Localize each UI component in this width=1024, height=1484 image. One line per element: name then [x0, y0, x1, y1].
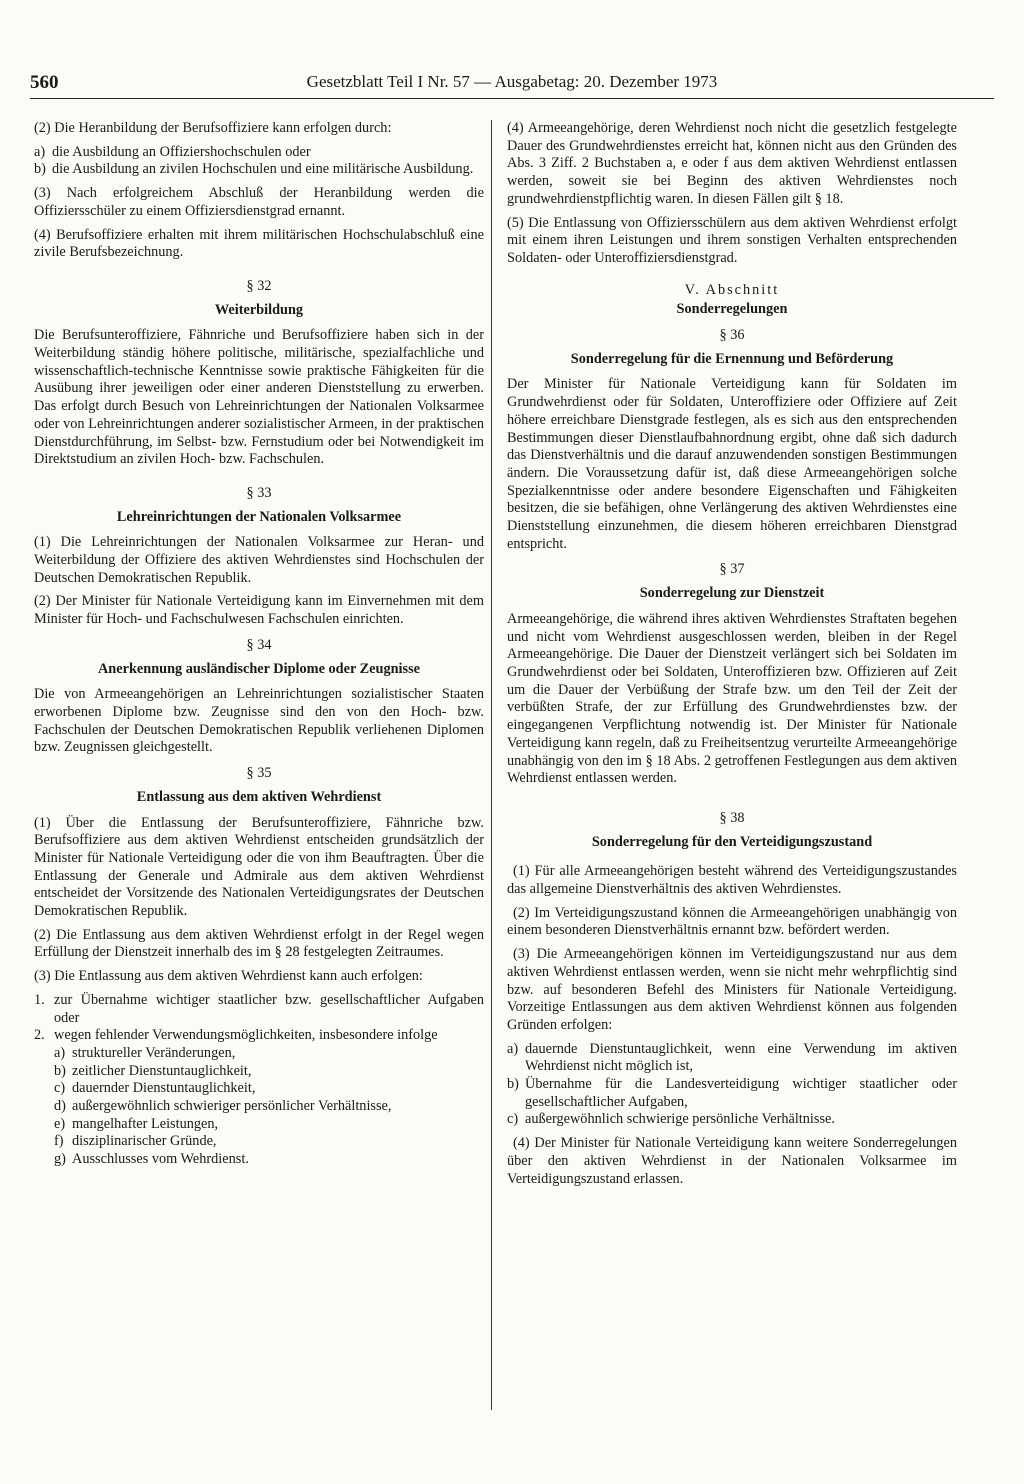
list-item: a) die Ausbildung an Offiziershochschulen oder [34, 143, 311, 160]
list [507, 1041, 957, 1130]
paragraph: (1) Für alle Armeeangehörigen besteht während des Verteidigungszustandes das allgemeine Dienstverhältnis des aktiven Wehrdienstes. [507, 863, 957, 898]
right-column [507, 120, 957, 1194]
paragraph: Der Minister für Nationale Verteidigung kann für Soldaten im Grundwehrdienst oder für Soldaten, Unteroffiziere oder Offiziere auf Zeit höhere erreichbare Dienstgrade festlegen, als es sich aus den entsprechenden Bestimmungen dieser Dienstlaufbahnordnung ergibt, ohne daß sich dadurch das Dienstverhältnis und die darauf anzuwendenden sonstigen Bestimmungen ändern. Die Voraussetzung dafür ist, daß diese Armeeangehörigen solche Spezialkenntnisse oder andere besondere Eigenschaften und Fähigkeiten besitzen, die sie befähigen, ohne Verlängerung des aktiven Wehrdienstes eine Dienststellung einzunehmen, die diesem höheren erreichbaren Dienstgrad entspricht. [507, 376, 957, 552]
list-item: c) außergewöhnlich schwierige persönliche Verhältnisse. [507, 1111, 835, 1128]
section-heading: Weiterbildung [214, 301, 304, 318]
paragraph: (3) Die Entlassung aus dem aktiven Wehrdienst kann auch erfolgen: [34, 968, 423, 985]
chapter-heading: Sonderregelungen [676, 301, 788, 318]
section-number: § 32 [246, 277, 272, 294]
section-number: § 37 [719, 561, 745, 578]
section-heading: Anerkennung ausländischer Diplome oder Zeugnisse [97, 660, 420, 677]
list-item: b) zeitlicher Dienstuntauglichkeit, [54, 1062, 252, 1079]
paragraph: (1) Die Lehreinrichtungen der Nationalen Volksarmee zur Heran- und Weiterbildung der Offiziere des aktiven Wehrdienstes sind Hochschulen der Deutschen Demokratischen Republik. [34, 534, 484, 586]
section-number: § 36 [719, 327, 745, 344]
paragraph: (4) Berufsoffiziere erhalten mit ihrem militärischen Hochschulabschluß eine zivile Berufsbezeichnung. [34, 226, 484, 261]
section-heading: Sonderregelung für den Verteidigungszustand [591, 833, 873, 850]
paragraph: Die Berufsunteroffiziere, Fähnriche und Berufsoffiziere haben sich in der Weiterbildung ständig höhere politische, militärische, spezialfachliche und wissenschaftlich-technische Kenntnisse sowie praktische Fähigkeiten für die Ausübung ihrer jeweiligen oder einer anderen Dienststellung zu erwerben. Das erfolgt durch Besuch von Lehreinrichtungen der Nationalen Volksarmee oder von Lehreinrichtungen anderer sozialistischer Armeen, in der praktischen Dienstdurchführung, im Selbst- bzw. Fernstudium oder bei Notwendigkeit im Direktstudium an zivilen Hoch- bzw. Fachschulen. [34, 327, 484, 468]
section-heading: Sonderregelung zur Dienstzeit [639, 585, 825, 602]
list-item: 2. wegen fehlender Verwendungsmöglichkeiten, insbesondere infolge [34, 1027, 438, 1044]
section-number: § 34 [246, 636, 272, 653]
list [34, 992, 484, 1169]
list-item: e) mangelhafter Leistungen, [54, 1115, 219, 1132]
gazette-title: Gesetzblatt Teil I Nr. 57 — Ausgabetag: 20. Dezember 1973 [306, 72, 718, 91]
list-item: b) die Ausbildung an zivilen Hochschulen und eine militärische Ausbildung. [34, 161, 474, 178]
list-item: c) dauernder Dienstuntauglichkeit, [54, 1080, 256, 1097]
paragraph: (3) Nach erfolgreichem Abschluß der Heranbildung werden die Offiziersschüler zu einem Offiziersdienstgrad ernannt. [34, 185, 484, 219]
list-item: f) disziplinarischer Gründe, [54, 1133, 217, 1150]
page-header [30, 72, 994, 99]
list-item: b) Übernahme für die Landesverteidigung wichtiger staatlicher oder gesellschaftlicher Aufgaben, [507, 1076, 957, 1110]
paragraph: (5) Die Entlassung von Offiziersschülern aus dem aktiven Wehrdienst erfolgt mit einem ihren Leistungen und ihrem sonstigen Verhalten entsprechenden Soldaten- oder Unteroffiziersdienstgrad. [507, 214, 957, 266]
paragraph: (2) Der Minister für Nationale Verteidigung kann im Einvernehmen mit dem Minister für Hoch- und Fachschulwesen Fachschulen einrichten. [34, 593, 484, 628]
paragraph: Armeeangehörige, die während ihres aktiven Wehrdienstes Straftaten begehen und nicht vom Wehrdienst ausgeschlossen werden, bleiben in der Regel Armeeangehörige. Die Dauer der Dienstzeit verlängert sich bei Soldaten im Grundwehrdienst oder bei Soldaten, Unteroffizieren bzw. Offizieren auf Zeit um die Dauer der Verbüßung der Strafe bzw. um den Teil der Zeit der verbüßten Strafe, der zur Erfüllung des Grundwehrdienstes bzw. der eingegangenen Verpflichtung notwendig ist. Der Minister für Nationale Verteidigung kann regeln, daß zu Freiheitsentzug verurteilte Armeeangehörige unabhängig von den im § 18 Abs. 2 getroffenen Festlegungen aus dem aktiven Wehrdienst entlassen werden. [507, 610, 957, 787]
paragraph: (2) Die Entlassung aus dem aktiven Wehrdienst erfolgt in der Regel wegen Erfüllung der Dienstzeit innerhalb des im § 28 festgelegten Zeitraumes. [34, 926, 484, 961]
section-heading: Sonderregelung für die Ernennung und Beförderung [570, 350, 894, 367]
paragraph: (1) Über die Entlassung der Berufsunteroffiziere, Fähnriche bzw. Berufsoffiziere aus dem aktiven Wehrdienst entscheiden grundsätzlich der Minister für Nationale Verteidigung oder die von ihm Beauftragten. Über die Entlassung der Generale und Admirale aus dem aktiven Wehrdienst entscheidet der Vorsitzende des Nationalen Verteidigungsrates der Deutschen Demokratischen Republik. [34, 814, 484, 920]
paragraph: Die von Armeeangehörigen an Lehreinrichtungen sozialistischer Staaten erworbenen Diplome bzw. Zeugnisse sind den von den Hoch- bzw. Fachschulen der Deutschen Demokratischen Republik verliehenen Diplomen bzw. Zeugnissen gleichgestellt. [34, 686, 484, 756]
section-heading: Entlassung aus dem aktiven Wehrdienst [136, 788, 382, 805]
paragraph: (2) Im Verteidigungszustand können die Armeeangehörigen unabhängig von einem besonderen Dienstverhältnis ernannt bzw. befördert werden. [507, 904, 957, 939]
paragraph: (4) Der Minister für Nationale Verteidigung kann weitere Sonderregelungen über den aktiven Wehrdienst in der Nationalen Volksarmee im Verteidigungszustand erlassen. [507, 1135, 957, 1187]
section-number: § 33 [246, 484, 272, 501]
paragraph: (4) Armeeangehörige, deren Wehrdienst noch nicht die gesetzlich festgelegte Dauer des Grundwehrdienstes erreicht hat, können nicht aus den Gründen des Abs. 3 Ziff. 2 Buchstaben a, e oder f aus dem aktiven Wehrdienst entlassen werden, soweit sie bei Beginn des aktiven Wehrdienstes noch grundwehrdienstpflichtig waren. In diesen Fällen gilt § 18. [507, 120, 957, 207]
column-divider [491, 120, 492, 1410]
section-number: § 38 [719, 809, 745, 826]
list-item: d) außergewöhnlich schwieriger persönlicher Verhältnisse, [54, 1098, 392, 1115]
list-item: a) dauernde Dienstuntauglichkeit, wenn eine Verwendung im aktiven Wehrdienst nicht möglich ist, [507, 1040, 957, 1075]
list-item: 1. zur Übernahme wichtiger staatlicher bzw. gesellschaftlicher Aufgaben oder [34, 991, 484, 1026]
section-heading: Lehreinrichtungen der Nationalen Volksarmee [116, 508, 402, 525]
section-number: § 35 [246, 765, 272, 782]
sub-list [54, 1045, 484, 1169]
paragraph: (2) Die Heranbildung der Berufsoffiziere kann erfolgen durch: [34, 120, 392, 136]
paragraph: (3) Die Armeeangehörigen können im Verteidigungszustand nur aus dem aktiven Wehrdienst entlassen werden, wenn sie nicht mehr wehrpflichtig sind bzw. auf besonderen Befehl des Ministers für Nationale Verteidigung. Vorzeitige Entlassungen aus dem aktiven Wehrdienst können aus folgenden Gründen erfolgen: [507, 946, 957, 1033]
list-item: a) struktureller Veränderungen, [54, 1044, 236, 1061]
chapter-title: V. Abschnitt [684, 281, 780, 298]
left-column [34, 120, 484, 1175]
list-item: g) Ausschlusses vom Wehrdienst. [54, 1151, 249, 1168]
page-number: 560 [30, 72, 59, 93]
list [34, 144, 484, 179]
